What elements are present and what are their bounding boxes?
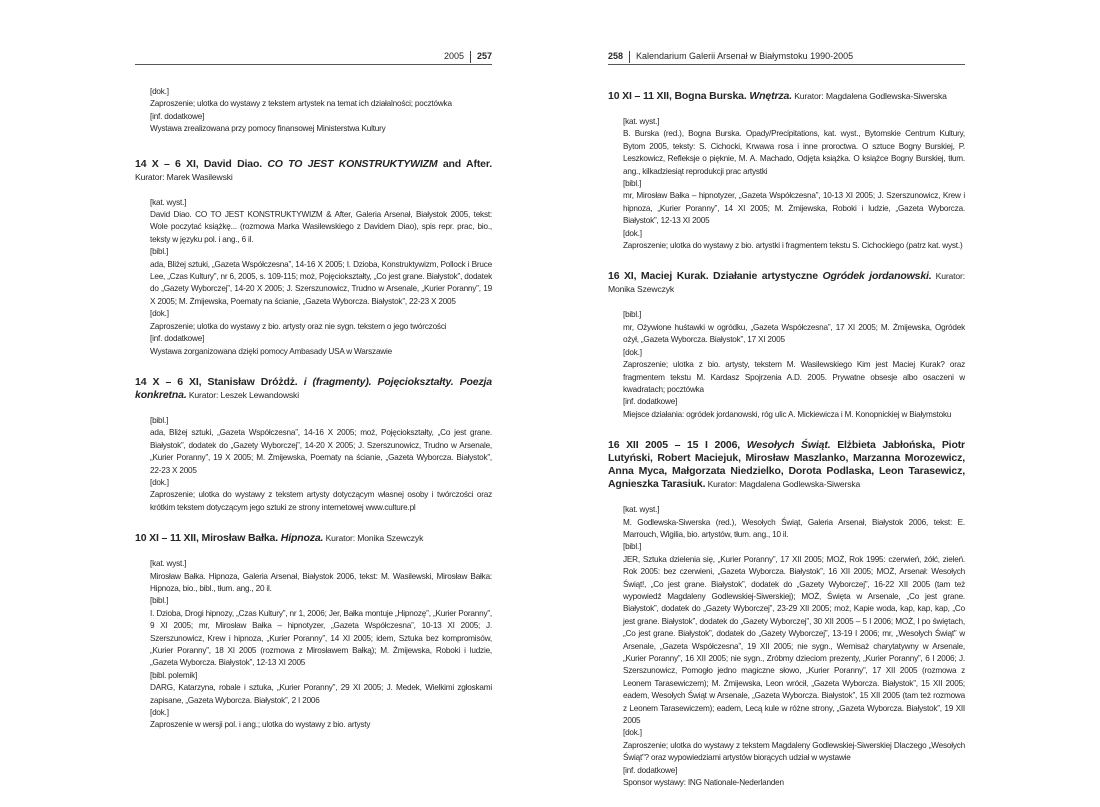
entry-curator: Kurator: Magdalena Godlewska-Siwerska [705, 479, 861, 490]
entry-line: B. Burska (red.), Bogna Burska. Opady/Precipitations, kat. wyst., Bytomskie Centrum Kultury, Bytom 2005, teksty: S. Cichocki, Krwawa rosa i inne proroctwa. O sztuce Bogny Burskiej, P. Leszkowicz, Refleksje o pięknie, M. A. Machado, Odjęta książka. O książce Bogny Burskiej, tłum. ang., kilkadziesiąt reprodukcji prac artystki [623, 129, 965, 176]
intro-block [135, 86, 492, 136]
page-number-left: 257 [476, 51, 492, 61]
entry-maciej-kurak [608, 270, 965, 421]
entry-line: [bibl.] [150, 247, 169, 257]
entry-title [608, 439, 965, 491]
entry-line: JER, Sztuka dzielenia się, „Kurier Poranny”, 17 XII 2005; MOŻ, Rok 1995: czerwień, żółć, zieleń. Rok 2005: bez czerwieni, „Gazeta Wyborcza. Białystok”, 16 XII 2005; MOŻ, Arsenał: Wesołych Świąt!, „Co jest grane. Białystok”, dodatek do „Gazety Wyborczej”, 16-22 XII 2005 (tam też wypowiedź Magdaleny Godlewskiej-Siwerskiej); MOŻ, Święta w Arsenale, „Co jest grane. Białystok”, dodatek do „Gazety Wyborczej”, 23-29 XII 2005; moż, Kapie woda, kap, kap, kap, „Co jest grane. Białystok”, dodatek do „Gazety Wyborczej”, 30 XII 2005 – 5 I 2006; MOŻ, I po świętach, „Co jest grane. Białystok”, dodatek do „Gazety Wyborczej”, 13-19 I 2006; mr, „Wesołych Świąt” w Arsenale, „Gazeta Współczesna”, 19 XII 2005; nie sygn., Wernisaż charytatywny w Arsenale, „Kurier Poranny”, 16 XII 2005; nie sygn., Zróbmy dzieciom prezenty, „Kurier Poranny”, 6 I 2006; J. Szerszunowicz, Pomogło jedno magiczne słowo, „Kurier Poranny”, 17 XII 2005 (rozmowa z Leonem Tarasewiczem); M. Żmijewska, Leon wrócił, „Gazeta Wyborcza. Białystok”, 15 XII 2005; eadem, Wesołych Świąt w Arsenale, „Gazeta Wyborcza. Białystok”, 15 XII 2005 (tam też rozmowa z Leonem Tarasewiczem); eadem, Lecą kule w różne strony, „Gazeta Wyborcza. Białystok”, 19 XII 2005 [623, 554, 965, 726]
entry-body [135, 197, 492, 358]
entry-title-main: 10 XI – 11 XII, Bogna Burska. [608, 90, 750, 102]
intro-line: Zaproszenie; ulotka do wystawy z tekstem artystek na temat ich działalności; pocztówka [150, 99, 452, 109]
entry-line: [bibl. polemik] [150, 670, 198, 680]
entry-line: [dok.] [150, 708, 169, 718]
entry-curator: Kurator: Monika Szewczyk [323, 533, 424, 544]
entry-wesolych-swiat [608, 439, 965, 789]
entry-title-italic: i (fragmenty). Pojęciokształty. Poezja konkretna. [135, 375, 492, 401]
entry-line: Miejsce działania: ogródek jordanowski, róg ulic A. Mickiewicza i M. Konopnickiej w Białymstoku [623, 409, 952, 419]
running-head-separator [470, 51, 471, 63]
entry-line: [kat. wyst.] [150, 559, 187, 569]
entry-line: Zaproszenie; ulotka do wystawy z tekstem artysty dotyczącym własnej osoby i twórczości oraz krótkim tekstem dotyczącym jego sztuki ze strony internetowej www.culture.pl [150, 490, 492, 512]
right-page-content [608, 90, 965, 807]
entry-line: Zaproszenie; ulotka do wystawy z tekstem Magdaleny Godlewskiej-Siwerskiej Dlaczego „Wesołych Świąt”? oraz wypowiedziami artystów biorących udział w wystawie [623, 740, 965, 763]
entry-line: David Diao. CO TO JEST KONSTRUKTYWIZM & After, Galeria Arsenał, Białystok 2005, tekst: Wole poczytać książkę... (rozmowa Marka Wasilewskiego z Davidem Diao), spis repr. prac, bio., teksty w języku pol. i ang., 6 il. [150, 210, 492, 244]
entry-body [135, 558, 492, 732]
running-head-left [135, 50, 492, 63]
entry-stanislaw-drozdz [135, 376, 492, 514]
entry-line: [bibl.] [150, 415, 169, 425]
entry-title [608, 90, 965, 103]
entry-line: DARG, Katarzyna, robale i sztuka, „Kurier Poranny”, 29 XI 2005; J. Medek, Wielkimi zgłoskami zapisane, „Gazeta Wyborcza. Białystok”, 2 I 2006 [150, 683, 492, 705]
entry-curator: Kurator: Marek Wasilewski [135, 171, 233, 182]
entry-line: ada, Bliżej sztuki, „Gazeta Współczesna”, 14-16 X 2005; I. Dzioba, Konstruktywizm, Pollock i Bruce Lee, „Czas Kultury”, nr 6, 2005, s. 109-115; moż, Pojęciokształty, „Co jest grane. Białystok”, dodatek do „Gazety Wyborczej”, 14-20 X 2005; J. Szerszunowicz, Trudno w Arsenale, „Kurier Poranny”, 19 X 2005; M. Żmijewska, Poematy na ścianie, „Gazeta Wyborcza. Białystok”, 22-23 X 2005 [150, 259, 492, 306]
entry-line: [dok.] [623, 347, 642, 357]
intro-line: [dok.] [150, 87, 169, 96]
entry-title-main: 14 X – 6 XI, David Diao. [135, 157, 268, 170]
entry-line: Zaproszenie w wersji pol. i ang.; ulotka do wystawy z bio. artysty [150, 720, 371, 730]
entry-line: [kat. wyst.] [150, 197, 187, 207]
entry-line: [dok.] [623, 228, 642, 238]
entry-body [135, 415, 492, 514]
entry-line: Mirosław Bałka. Hipnoza, Galeria Arsenał, Białystok 2006, tekst: M. Wasilewski, Mirosław Bałka: Hipnoza, bio., bibl., tłum. ang., 20 il. [150, 571, 492, 593]
entry-line: Zaproszenie; ulotka z bio. artysty, tekstem M. Wasilewskiego Kim jest Maciej Kurak? oraz fragmentem tekstu M. Kardasz Spojrzenia A.D. 2005. Prywatne obsesje albo osaczeni w kwadratach; pocztówka [623, 360, 965, 394]
entry-line: [bibl.] [623, 310, 642, 320]
entry-curator: Kurator: Monika Szewczyk [608, 271, 965, 295]
entry-line: Zaproszenie; ulotka do wystawy z bio. artystki i fragmentem tekstu S. Cichockiego (patrz kat. wyst.) [623, 241, 963, 251]
entry-title-main: 16 XI, Maciej Kurak. Działanie artystyczne [608, 270, 823, 283]
entry-david-diao [135, 158, 492, 358]
entry-title-main: 10 XI – 11 XII, Mirosław Bałka. [135, 532, 281, 545]
entry-title-main: 14 X – 6 XI, Stanisław Dróżdż. [135, 375, 304, 388]
entry-curator: Kurator: Magdalena Godlewska-Siwerska [791, 91, 947, 101]
header-rule-left [135, 64, 492, 65]
left-page-content [135, 86, 492, 750]
entry-body [608, 309, 965, 421]
entry-title-main: 16 XII 2005 – 15 I 2006, [608, 439, 747, 452]
entry-title-italic: CO TO JEST KONSTRUKTYWIZM [267, 157, 438, 170]
entry-line: [inf. dodatkowe] [623, 765, 678, 775]
running-head-right [608, 50, 965, 63]
entry-line: Sponsor wystawy: ING Nationale-Nederlanden [623, 778, 784, 788]
entry-line: Wystawa zorganizowana dzięki pomocy Ambasady USA w Warszawie [150, 346, 392, 356]
entry-miroslaw-balka [135, 532, 492, 732]
page-number-right: 258 [608, 51, 624, 61]
entry-line: mr, Ożywione huśtawki w ogródku, „Gazeta Współczesna”, 17 XI 2005; M. Żmijewska, Ogródek ożył, „Gazeta Wyborcza. Białystok”, 17 XI 2005 [623, 322, 965, 345]
entry-line: [bibl.] [623, 179, 642, 189]
entry-title-tail: Elżbieta Jabłońska, Piotr Lutyński, Robert Maciejuk, Mirosław Maszlanko, Marzanna Morozewicz, Anna Myca, Małgorzata Niedzielko, Dorota Podlaska, Leon Tarasewicz, Agnieszka Tarasiuk. [608, 439, 965, 491]
entry-line: M. Godlewska-Siwerska (red.), Wesołych Świąt, Galeria Arsenał, Białystok 2006, tekst: E. Marrouch, Wigilia, bio. artystów, tłum. ang., 10 il. [623, 517, 965, 539]
running-head-year: 2005 [443, 51, 464, 61]
running-head-title: Kalendarium Galerii Arsenał w Białymstoku 1990-2005 [636, 51, 854, 61]
entry-title [135, 158, 492, 184]
entry-line: [inf. dodatkowe] [623, 397, 678, 407]
entry-line: [dok.] [150, 309, 169, 319]
entry-line: [bibl.] [623, 542, 642, 552]
entry-line: [dok.] [150, 477, 169, 487]
entry-line: ada, Bliżej sztuki, „Gazeta Współczesna”, 14-16 X 2005; moż, Pojęciokształty, „Co jest grane. Białystok”, dodatek do „Gazety Wyborczej”, 14-20 X 2005; J. Szerszunowicz, Trudno w Arsenale, „Kurier Poranny”, 19 X 2005; M. Żmijewska, Poematy na ścianie, „Gazeta Wyborcza. Białystok”, 22-23 X 2005 [150, 428, 492, 475]
intro-line: Wystawa zrealizowana przy pomocy finansowej Ministerstwa Kultury [150, 124, 386, 134]
entry-title [608, 270, 965, 296]
entry-line: [bibl.] [150, 596, 169, 606]
entry-bogna-burska [608, 90, 965, 252]
header-rule-right [608, 64, 965, 65]
entry-title-italic: Hipnoza. [280, 532, 324, 545]
intro-line: [inf. dodatkowe] [150, 111, 205, 121]
running-head-separator [629, 51, 630, 63]
entry-title-italic: Ogródek jordanowski. [822, 270, 932, 283]
entry-line: I. Dzioba, Drogi hipnozy, „Czas Kultury”, nr 1, 2006; Jer, Bałka montuje „Hipnozę”, „Kurier Poranny”, 9 XI 2005; mr, Mirosław Bałka – hipnotyzer, „Gazeta Współczesna”, 10-13 XI 2005; J. Szerszunowicz, Krew i hipnoza, „Kurier Poranny”, 14 XI 2005; idem, Sztuka bez kompromisów, „Kurier Poranny”, 18 XI 2005 (rozmowa z Mirosławem Bałką); M. Żmijewska, Roboki i ludzie, „Gazeta Wyborcza. Białystok”, 12-13 XI 2005 [150, 608, 492, 668]
entry-body [608, 504, 965, 789]
entry-title-tail: and After. [437, 157, 492, 170]
entry-line: [inf. dodatkowe] [150, 334, 205, 344]
entry-body [608, 116, 965, 252]
entry-title [135, 532, 492, 545]
entry-line: mr, Mirosław Bałka – hipnotyzer, „Gazeta Współczesna”, 10-13 XI 2005; J. Szerszunowicz, Krew i hipnoza, „Kurier Poranny”, 14 XI 2005; M. Żmijewska, Roboki i ludzie, „Gazeta Wyborcza. Białystok”, 12-13 XI 2005 [623, 191, 965, 226]
entry-line: [kat. wyst.] [623, 505, 660, 515]
entry-line: [dok.] [623, 728, 642, 738]
entry-curator: Kurator: Leszek Lewandowski [186, 389, 299, 400]
entry-line: [kat. wyst.] [623, 117, 660, 126]
entry-title-italic: Wesołych Świąt. [746, 439, 831, 452]
entry-title [135, 376, 492, 402]
entry-line: Zaproszenie; ulotka do wystawy z bio. artysty oraz nie sygn. tekstem o jego twórczości [150, 321, 447, 331]
entry-title-italic: Wnętrza. [749, 90, 792, 102]
